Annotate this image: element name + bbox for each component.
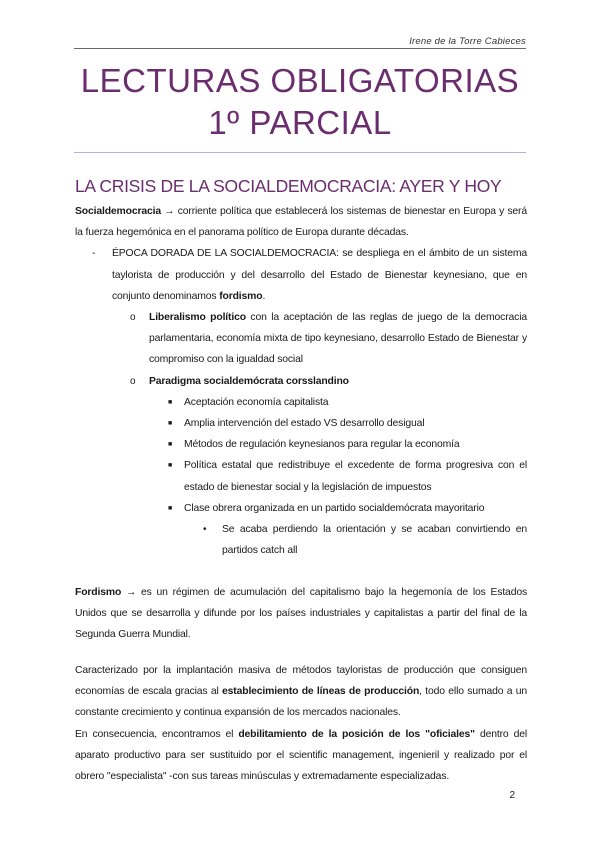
fordismo-text: es un régimen de acumulación del capitalismo bajo la hegemonía de los Estados Unidos que se desarrolla y difunde por los países industriales y capitalistas a partir del final de la Segunda Guerra Mundial. <box>75 587 527 641</box>
title-line-2: 1º PARCIAL <box>208 104 392 141</box>
square-bullet-icon: ■ <box>168 441 173 449</box>
list-item <box>75 434 527 455</box>
fordismo-paragraph <box>75 582 527 646</box>
list-item-epoca <box>75 243 527 307</box>
list-item-text: Política estatal que redistribuye el excedente de forma progresiva con el estado de bienestar social y la legislación de impuestos <box>184 460 527 493</box>
intro-paragraph <box>75 201 527 243</box>
fordismo-term: Fordismo <box>75 587 122 598</box>
caract-text-3: En consecuencia, encontramos el <box>75 728 239 740</box>
sub-item-text: Se acaba perdiendo la orientación y se acaban convirtiendo en partidos catch all <box>222 524 527 557</box>
list-item-text: Clase obrera organizada en un partido socialdemócrata mayoritario <box>184 502 485 514</box>
circle-bullet-icon: o <box>130 375 136 387</box>
caracterizado-p1 <box>75 660 527 724</box>
paradigma-bold: Paradigma socialdemócrata corsslandino <box>149 375 349 387</box>
liberalismo-bold: Liberalismo político <box>149 312 246 324</box>
caract-text-2: , todo ello sumado a un constante crecimiento y continua expansión de los mercados nacionales. <box>75 686 527 719</box>
intro-term: Socialdemocracia <box>75 206 161 217</box>
list-item-liberalismo <box>75 307 527 371</box>
list-item-text: Aceptación economía capitalista <box>184 396 329 408</box>
list-item <box>75 498 527 519</box>
circle-bullet-icon: o <box>130 312 136 324</box>
caract-bold-1: establecimiento de líneas de producción <box>222 686 420 698</box>
square-bullet-icon: ■ <box>168 462 173 470</box>
dash-marker: - <box>92 248 96 260</box>
epoca-end: . <box>262 290 266 302</box>
square-bullet-icon: ■ <box>168 504 173 512</box>
caract-text-1: Caracterizado por la implantación masiva de métodos tayloristas de producción que consiguen economías de escala gracias al <box>75 665 527 698</box>
arrow-icon: → <box>121 587 137 598</box>
caracterizado-paragraph <box>75 660 527 787</box>
epoca-text: ÉPOCA DORADA DE LA SOCIALDEMOCRACIA: se despliega en el ámbito de un sistema taylorista de producción y del desarrollo del Estado de Bienestar keynesiano, que en conjunto denominamos <box>112 248 527 302</box>
section-heading: LA CRISIS DE LA SOCIALDEMOCRACIA: AYER Y HOY <box>75 176 502 196</box>
page-number: 2 <box>509 790 515 801</box>
list-item-paradigma <box>75 371 527 392</box>
arrow-icon: → <box>164 206 175 217</box>
epoca-bold: fordismo <box>219 290 263 302</box>
square-bullet-icon: ■ <box>168 420 173 428</box>
liberalismo-text: con la aceptación de las reglas de juego de la democracia parlamentaria, economía mixta de tipo keynesiano, desarrollo Estado de Bienestar y compromiso con la igualdad social <box>149 312 527 366</box>
page-title <box>74 60 526 144</box>
list-item-text: Métodos de regulación keynesianos para regular la economía <box>184 439 460 451</box>
caracterizado-p2 <box>75 724 527 788</box>
header-divider <box>74 48 526 49</box>
list-item <box>75 455 527 497</box>
section-body <box>75 201 527 561</box>
author-name: Irene de la Torre Cabieces <box>409 36 526 47</box>
list-item-subitem <box>75 519 527 561</box>
list-item-text: Amplia intervención del estado VS desarrollo desigual <box>184 418 425 430</box>
caract-bold-2: debilitamiento de la posición de los "oficiales" <box>238 728 475 740</box>
caract-text-4: dentro del aparato productivo para ser sustituido por el scientific management, ingenieril y realizado por el obrero "especialista" -con sus tareas minúsculas y extremadamente especializadas. <box>75 728 528 783</box>
square-bullet-icon: ■ <box>168 398 173 406</box>
dot-bullet-icon: • <box>203 524 207 536</box>
title-divider <box>74 152 526 153</box>
intro-text: corriente política que establecerá los sistemas de bienestar en Europa y será la fuerza hegemónica en el panorama político de Europa durante décadas. <box>75 206 527 239</box>
list-item <box>75 413 527 434</box>
list-item <box>75 392 527 413</box>
title-line-1: LECTURAS OBLIGATORIAS <box>80 62 520 99</box>
